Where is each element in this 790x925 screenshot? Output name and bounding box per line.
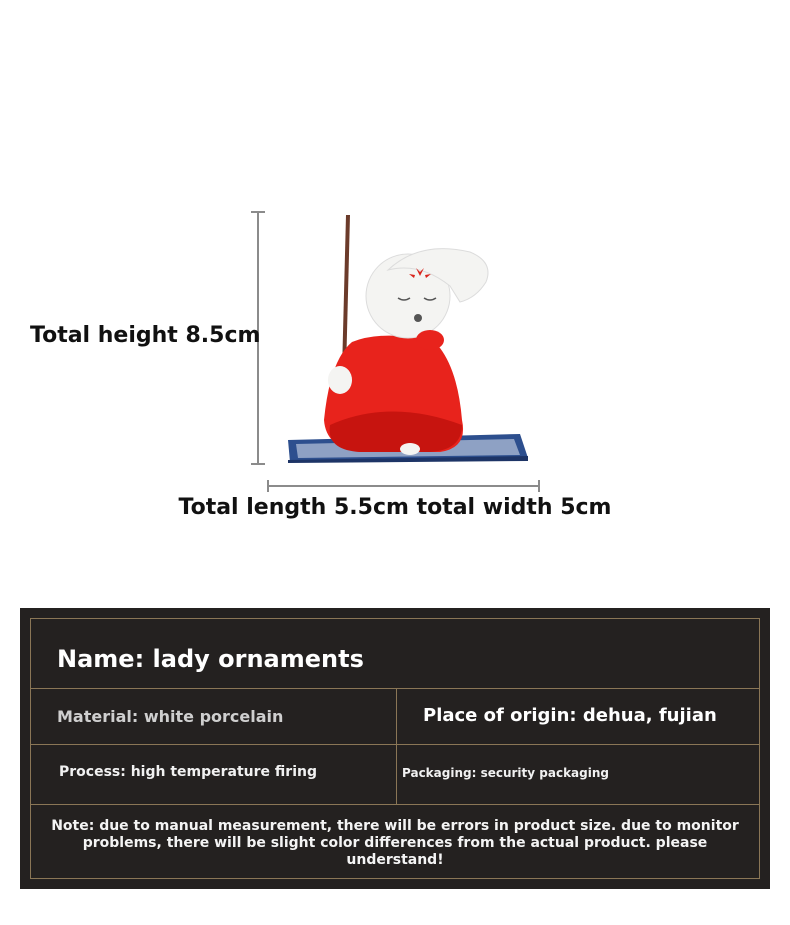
length-width-label: Total length 5.5cm total width 5cm	[178, 495, 612, 520]
product-name: Name: lady ornaments	[57, 645, 364, 673]
material-spec: Material: white porcelain	[57, 707, 284, 726]
packaging-spec: Packaging: security packaging	[402, 766, 609, 780]
origin-spec: Place of origin: dehua, fujian	[423, 705, 717, 726]
porcelain-lady-figurine-icon	[288, 215, 528, 463]
height-label: Total height 8.5cm	[30, 323, 261, 348]
note-text: Note: due to manual measurement, there will be errors in product size. due to monitor problems, there will be slight color differences from the actual product. please understand!	[51, 818, 739, 868]
table-divider	[31, 688, 759, 689]
spec-panel	[20, 608, 770, 889]
table-divider	[31, 744, 759, 745]
table-divider	[396, 688, 397, 804]
table-divider	[31, 804, 759, 805]
length-dimension-line	[268, 480, 539, 492]
process-spec: Process: high temperature firing	[59, 764, 317, 780]
